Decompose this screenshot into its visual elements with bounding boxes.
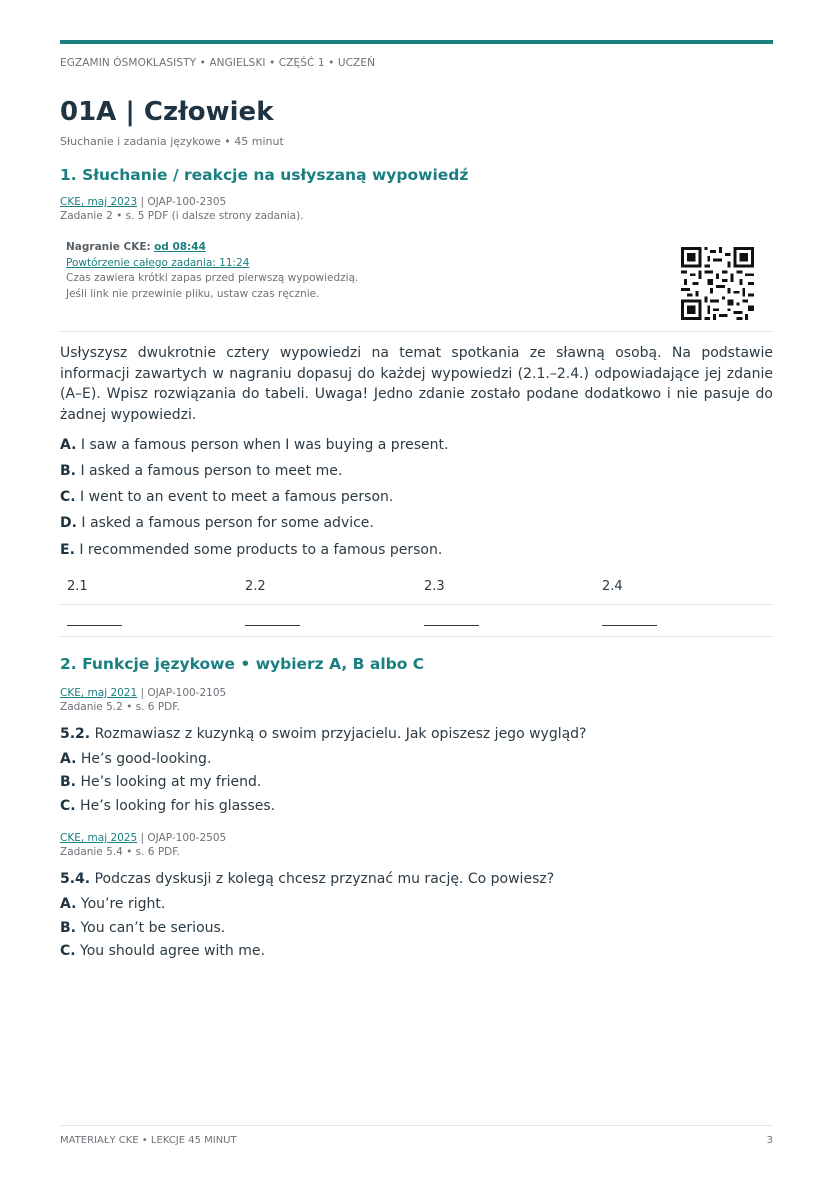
answer-table-divider [60,604,773,605]
page-number: 3 [766,1135,773,1146]
repeat-link[interactable]: Powtórzenie całego zadania: 11:24 [66,256,250,269]
answer-label-2-1: 2.1 [67,579,88,594]
answer-label-2-3: 2.3 [424,579,445,594]
answer-table-bottom [60,636,773,637]
answer-label-2-4: 2.4 [602,579,623,594]
answer-blank-2-3[interactable] [424,625,479,626]
answer-blank-2-1[interactable] [67,625,122,626]
source-code: | OJAP-100-2505 [140,832,227,844]
section-2-heading: 2. Funkcje językowe • wybierz A, B albo C [60,655,425,673]
q1-option-a: A. He’s good-looking. [60,751,212,767]
q2-option-a: A. You’re right. [60,896,166,912]
answer-label-2-2: 2.2 [245,579,266,594]
source-note: Zadanie 2 • s. 5 PDF (i dalsze strony zadania). [60,210,304,222]
recording-note-1: Czas zawiera krótki zapas przed pierwszą wypowiedzią. [66,272,359,284]
page-title: 01A | Człowiek [60,97,274,127]
top-accent-bar [60,40,773,44]
option-d: D. I asked a famous person for some advice. [60,515,374,531]
source-code: | OJAP-100-2105 [140,687,227,699]
answer-blank-2-4[interactable] [602,625,657,626]
source-note: Zadanie 5.4 • s. 6 PDF. [60,846,180,858]
option-b: B. I asked a famous person to meet me. [60,463,343,479]
option-a: A. I saw a famous person when I was buying a present. [60,437,449,453]
qr-code [681,247,754,320]
source-link[interactable]: CKE, maj 2021 [60,687,138,699]
source-link[interactable]: CKE, maj 2025 [60,832,138,844]
q2-source [60,831,226,859]
source-note: Zadanie 5.2 • s. 6 PDF. [60,701,180,713]
footer-divider [60,1125,773,1126]
source-link[interactable]: CKE, maj 2023 [60,196,138,208]
q1-option-c: C. He’s looking for his glasses. [60,798,276,814]
q2-option-c: C. You should agree with me. [60,943,265,959]
recording-link[interactable]: od 08:44 [154,241,206,253]
q1-option-b: B. He’s looking at my friend. [60,774,262,790]
running-head: EGZAMIN ÓSMOKLASISTY • ANGIELSKI • CZĘŚĆ 1 • UCZEŃ [60,57,376,69]
option-e: E. I recommended some products to a famous person. [60,542,443,558]
question-5-2: 5.2. Rozmawiasz z kuzynką o swoim przyjacielu. Jak opiszesz jego wygląd? [60,726,587,742]
recording-label: Nagranie CKE: [66,241,151,253]
option-c: C. I went to an event to meet a famous person. [60,489,394,505]
recording-note-2: Jeśli link nie przewinie pliku, ustaw czas ręcznie. [66,287,320,300]
source-code: | OJAP-100-2305 [140,196,227,208]
divider [60,331,773,332]
section-1-heading: 1. Słuchanie / reakcje na usłyszaną wypowiedź [60,166,469,184]
section-1-source [60,195,304,223]
page-subtitle: Słuchanie i zadania językowe • 45 minut [60,135,284,148]
question-5-4: 5.4. Podczas dyskusji z kolegą chcesz przyznać mu rację. Co powiesz? [60,871,555,887]
q1-source [60,686,226,714]
answer-blank-2-2[interactable] [245,625,300,626]
q2-option-b: B. You can’t be serious. [60,920,226,936]
recording-box [66,240,358,302]
footer-text: MATERIAŁY CKE • LEKCJE 45 MINUT [60,1135,237,1146]
task-instruction: Usłyszysz dwukrotnie cztery wypowiedzi na temat spotkania ze sławną osobą. Na podstawie informacji zawartych w nagraniu dopasuj do każdej wypowiedzi (2.1.–2.4.) odpowiadające jej zdanie (A–E). Wpisz rozwiązania do tabeli. Uwaga! Jedno zdanie zostało podane dodatkowo i nie pasuje do żadnej wypowiedzi. [60,345,773,423]
